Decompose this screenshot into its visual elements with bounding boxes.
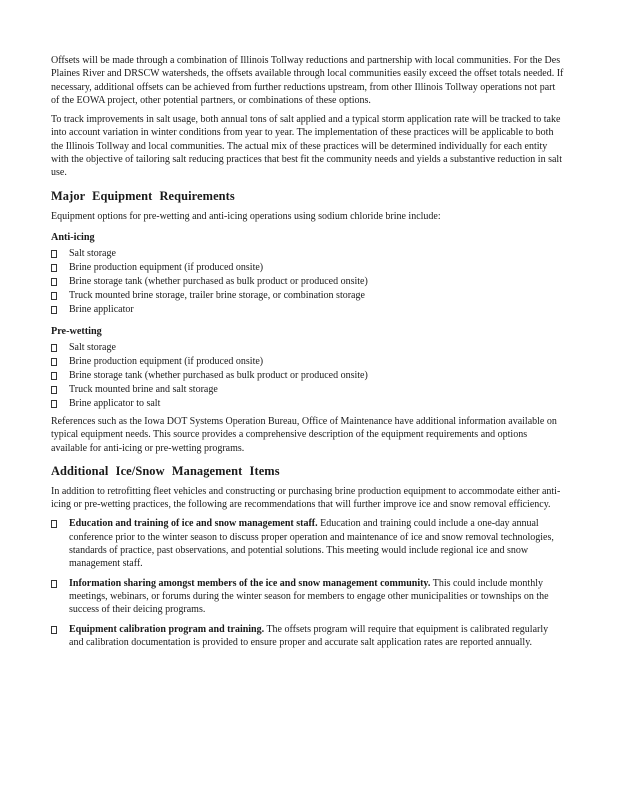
list-item [51, 383, 565, 397]
list-item [51, 275, 565, 289]
recommendation-title: Equipment calibration program and training. [69, 623, 265, 635]
section-heading-additional: Additional Ice/Snow Management Items [51, 463, 280, 478]
references-paragraph: References such as the Iowa DOT Systems Operation Bureau, Office of Maintenance have additional information available on typical equipment needs. This source provides a comprehensive description of the equipment requirements and options available for anti-icing or pre-wetting programs. [51, 415, 557, 454]
bullet-icon [51, 386, 57, 394]
bullet-icon [51, 278, 57, 286]
bullet-icon [51, 372, 57, 380]
subheading-pre-wetting: Pre-wetting [51, 325, 102, 337]
recommendations-list [51, 517, 565, 649]
list-item [51, 289, 565, 303]
list-item [51, 261, 565, 275]
recommendation-item [51, 577, 565, 617]
recommendation-text: The offsets program will require that equipment is calibrated regularly and calibration documentation is provided to ensure proper and accurate salt application rates are reported annually. [69, 623, 549, 648]
recommendation-title: Information sharing amongst members of the ice and snow management community. [69, 577, 431, 589]
bullet-icon [51, 626, 57, 634]
list-item-text: Brine production equipment (if produced onsite) [69, 261, 264, 273]
document-page [51, 54, 565, 655]
bullet-icon [51, 520, 57, 528]
list-item-text: Brine applicator [69, 303, 134, 315]
bullet-icon [51, 292, 57, 300]
recommendation-text: This could include monthly meetings, webinars, or forums during the winter season for members to engage other municipalities or townships on the success of their deicing programs. [69, 577, 549, 616]
bullet-icon [51, 400, 57, 408]
list-item [51, 341, 565, 355]
pre-wetting-list [51, 341, 565, 411]
list-item-text: Truck mounted brine and salt storage [69, 383, 218, 395]
list-item-text: Salt storage [69, 247, 116, 259]
section-heading-equipment: Major Equipment Requirements [51, 188, 235, 203]
intro-paragraph-offsets: Offsets will be made through a combination of Illinois Tollway reductions and partnership with local communities. For the Des Plaines River and DRSCW watersheds, the offsets available through local communities easily exceed the offset totals needed. If necessary, additional offsets can be achieved from further reductions upstream, from other Illinois Tollway operations not part of the EOWA project, other potential partners, or combinations of these options. [51, 55, 564, 106]
bullet-icon [51, 306, 57, 314]
recommendation-item [51, 623, 565, 650]
list-item-text: Brine storage tank (whether purchased as bulk product or produced onsite) [69, 369, 368, 381]
list-item-text: Brine applicator to salt [69, 397, 161, 409]
bullet-icon [51, 344, 57, 352]
list-item-text: Salt storage [69, 341, 116, 353]
recommendation-title: Education and training of ice and snow management staff. [69, 518, 318, 530]
bullet-icon [51, 358, 57, 366]
list-item [51, 303, 565, 317]
list-item [51, 247, 565, 261]
recommendation-text: Education and training could include a one-day annual conference prior to the winter season to discuss proper operation and maintenance of ice and snow removal technologies, standards of practice, past observations, and potential solutions. This meeting would include regional ice and snow management staff. [69, 518, 554, 570]
list-item-text: Brine production equipment (if produced onsite) [69, 355, 264, 367]
intro-paragraph-tracking: To track improvements in salt usage, both annual tons of salt applied and a typical storm application rate will be tracked to take into account variation in winter conditions from year to year. The implementation of these practices will be applicable to both the Illinois Tollway and local communities. The actual mix of these practices will be determined individually for each entity with the objective of tailoring salt reducing practices that best fit the community needs and yields a substantive reduction in salt use. [51, 114, 562, 179]
equipment-intro: Equipment options for pre-wetting and anti-icing operations using sodium chloride brine include: [51, 210, 441, 222]
additional-intro: In addition to retrofitting fleet vehicles and constructing or purchasing brine production equipment to accommodate either anti-icing or pre-wetting practices, the following are recommendations that will further improve ice and snow removal efficiency. [51, 485, 561, 511]
list-item-text: Brine storage tank (whether purchased as bulk product or produced onsite) [69, 275, 368, 287]
list-item-text: Truck mounted brine storage, trailer brine storage, or combination storage [69, 289, 365, 301]
bullet-icon [51, 250, 57, 258]
list-item [51, 355, 565, 369]
subheading-anti-icing: Anti-icing [51, 231, 95, 243]
list-item [51, 397, 565, 411]
recommendation-item [51, 517, 565, 570]
bullet-icon [51, 264, 57, 272]
list-item [51, 369, 565, 383]
anti-icing-list [51, 247, 565, 317]
bullet-icon [51, 580, 57, 588]
